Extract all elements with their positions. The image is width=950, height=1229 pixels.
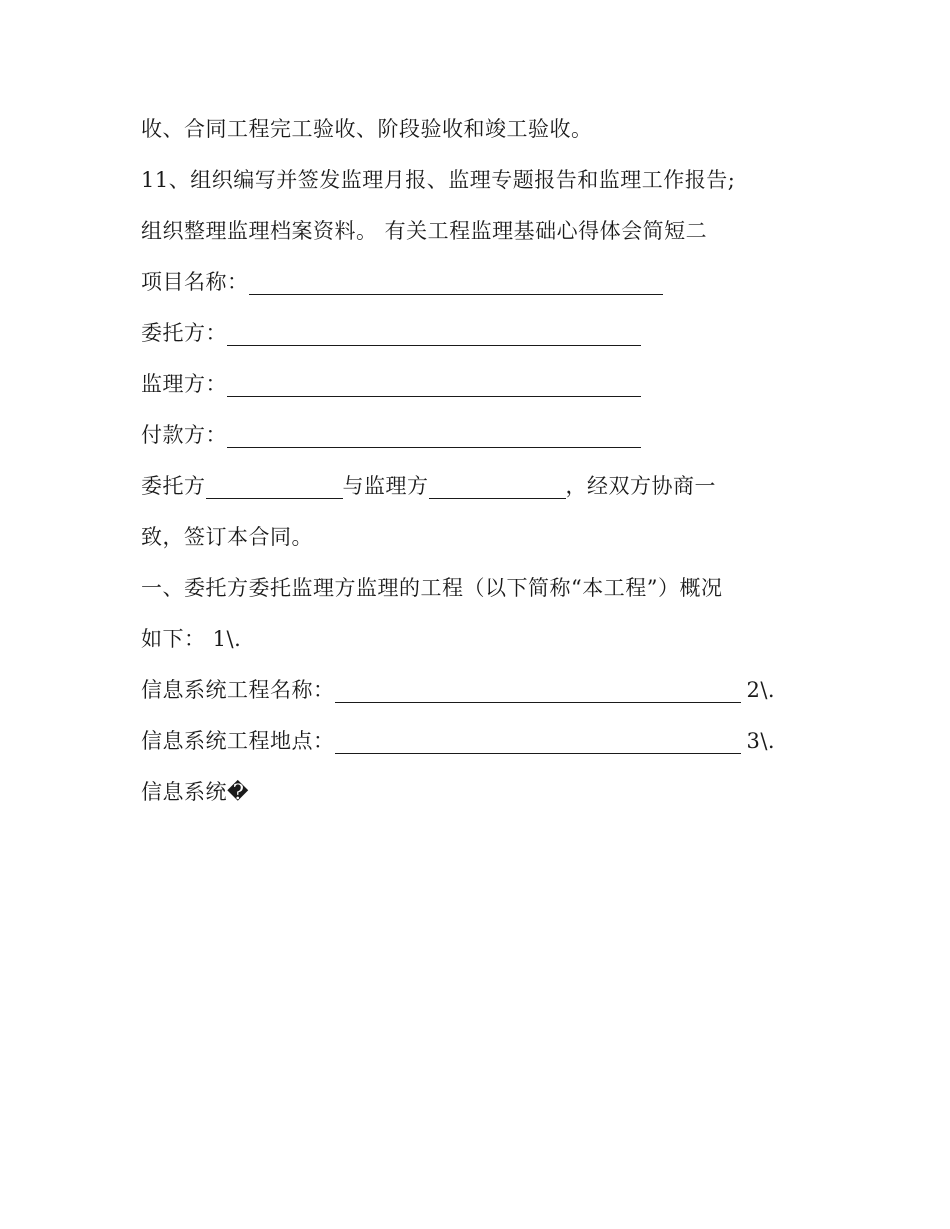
agreement-suffix: ，经双方协商一 bbox=[565, 474, 716, 498]
text-line bbox=[141, 617, 831, 668]
paragraph-text: 11、组织编写并签发监理月报、监理专题报告和监理工作报告; bbox=[141, 168, 736, 192]
client-row bbox=[141, 311, 831, 362]
agreement-row bbox=[141, 464, 831, 515]
payer-row bbox=[141, 413, 831, 464]
system-location-row bbox=[141, 719, 831, 770]
text-line bbox=[141, 770, 831, 821]
payer-blank[interactable] bbox=[227, 419, 641, 448]
project-name-blank[interactable] bbox=[249, 266, 663, 295]
paragraph-text: 如下： 1\. bbox=[141, 627, 242, 651]
supervisor-blank[interactable] bbox=[227, 368, 641, 397]
agreement-prefix: 委托方 bbox=[141, 474, 206, 498]
project-name-row bbox=[141, 260, 831, 311]
paragraph-text: 组织整理监理档案资料。 有关工程监理基础心得体会简短二 bbox=[141, 219, 708, 243]
text-line bbox=[141, 515, 831, 566]
text-line bbox=[141, 566, 831, 617]
system-location-suffix: 3\. bbox=[746, 729, 776, 753]
client-label: 委托方： bbox=[141, 321, 227, 345]
text-line bbox=[141, 158, 831, 209]
client-blank[interactable] bbox=[227, 317, 641, 346]
system-location-label: 信息系统工程地点： bbox=[141, 729, 335, 753]
supervisor-label: 监理方： bbox=[141, 372, 227, 396]
system-name-row bbox=[141, 668, 831, 719]
paragraph-text: 一、委托方委托监理方监理的工程（以下简称“本工程”）概况 bbox=[141, 576, 723, 600]
text-line bbox=[141, 107, 831, 158]
supervisor-row bbox=[141, 362, 831, 413]
paragraph-text: 致，签订本合同。 bbox=[141, 525, 313, 549]
supervisor-name-blank[interactable] bbox=[429, 470, 566, 499]
project-name-label: 项目名称： bbox=[141, 270, 249, 294]
paragraph-text: 信息系统� bbox=[141, 780, 250, 804]
paragraph-text: 收、合同工程完工验收、阶段验收和竣工验收。 bbox=[141, 117, 593, 141]
system-name-label: 信息系统工程名称： bbox=[141, 678, 335, 702]
document-body bbox=[141, 107, 831, 821]
agreement-mid: 与监理方 bbox=[342, 474, 429, 498]
system-name-blank[interactable] bbox=[335, 674, 741, 703]
payer-label: 付款方： bbox=[141, 423, 227, 447]
client-name-blank[interactable] bbox=[206, 470, 343, 499]
text-line bbox=[141, 209, 831, 260]
system-name-suffix: 2\. bbox=[746, 678, 776, 702]
system-location-blank[interactable] bbox=[335, 725, 741, 754]
